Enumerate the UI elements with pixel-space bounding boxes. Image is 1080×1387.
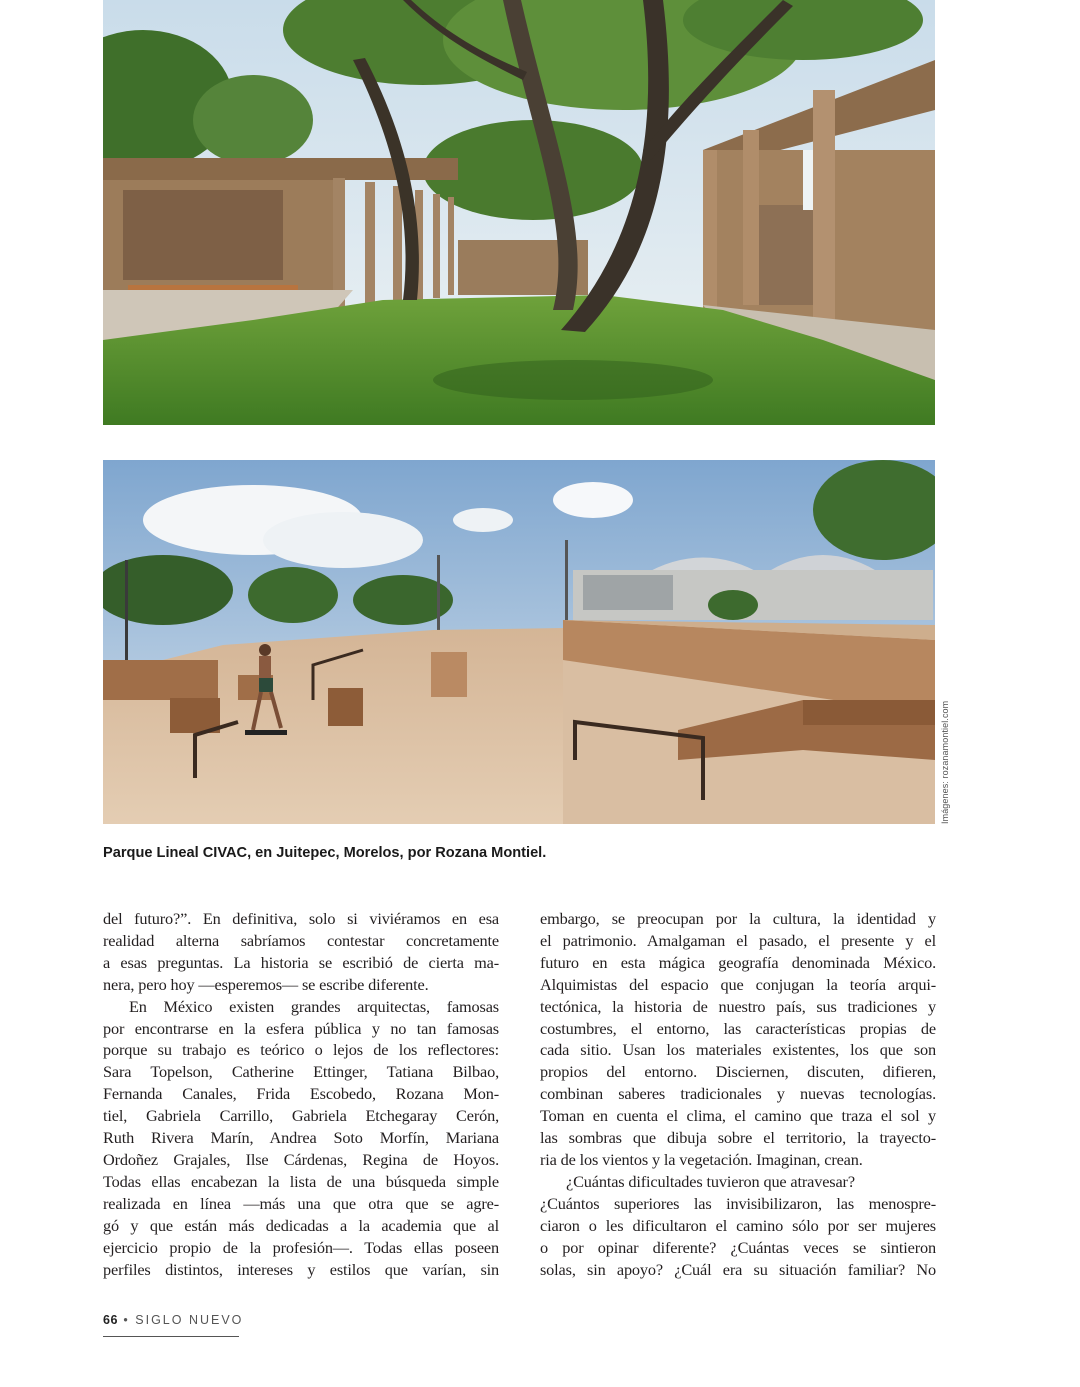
text-line: ¿Cuántas dificultades tuvieron que atravesar? <box>566 1171 855 1191</box>
photo-caption: Parque Lineal CIVAC, en Juitepec, Morelos, por Rozana Montiel. <box>103 845 547 861</box>
text-line: propios del entorno. Disciernen, discuten, difieren, <box>540 1062 936 1082</box>
text-line: realidad alterna sabríamos contestar concretamente <box>103 930 499 950</box>
photo-credit <box>938 690 952 824</box>
page-number: 66 <box>103 1313 118 1327</box>
publication-name: SIGLO NUEVO <box>135 1313 244 1327</box>
text-line: tiel, Gabriela Carrillo, Gabriela Etchegaray Cerón, <box>103 1106 499 1126</box>
text-line: cada sitio. Usan los materiales existentes, los que son <box>540 1040 936 1060</box>
article-column-right <box>540 908 936 1280</box>
pavilion-photo <box>103 0 935 425</box>
text-line: Alquimistas del espacio que conjugan la teoría arqui- <box>540 974 936 994</box>
text-line: Toman en cuenta el clima, el camino que traza el sol y <box>540 1106 936 1126</box>
text-line: ria de los vientos y la vegetación. Imaginan, crean. <box>540 1149 863 1169</box>
article-column-left <box>103 908 499 1280</box>
skatepark-photo-illustration <box>103 460 935 824</box>
text-line: ¿Cuántos superiores las invisibilizaron, las menospre- <box>540 1193 936 1213</box>
text-line: ejercicio propio de la profesión—. Todas ellas poseen <box>103 1237 499 1257</box>
text-line: embargo, se preocupan por la cultura, la identidad y <box>540 909 936 928</box>
photo-credit-text: Imágenes: rozanamontiel.com <box>940 700 950 824</box>
pavilion-photo-illustration <box>103 0 935 425</box>
text-line: perfiles distintos, intereses y estilos que varían, sin <box>103 1259 499 1279</box>
text-line: porque su trabajo es teórico o lejos de los reflectores: <box>103 1040 499 1060</box>
text-line: Ruth Rivera Marín, Andrea Soto Morfín, Mariana <box>103 1128 499 1148</box>
text-line: gó y que están más dedicadas a la academia que al <box>103 1215 499 1235</box>
text-line: las sombras que dibuja sobre el territorio, la trayecto- <box>540 1128 936 1148</box>
text-line: por encontrarse en la esfera pública y no tan famosas <box>103 1018 499 1038</box>
text-line: Todas ellas encabezan la lista de una búsqueda simple <box>103 1171 499 1191</box>
footer-rule <box>103 1336 239 1337</box>
text-line: solas, sin apoyo? ¿Cuál era su situación familiar? No <box>540 1259 936 1279</box>
text-line: del futuro?”. En definitiva, solo si viviéramos en esa <box>103 909 499 928</box>
text-line: costumbres, el entorno, las características propias de <box>540 1018 936 1038</box>
text-line: ciaron o les dificultaron el camino sólo por ser mujeres <box>540 1215 936 1235</box>
skatepark-photo <box>103 460 935 824</box>
page-footer <box>103 1313 243 1327</box>
text-line: Fernanda Canales, Frida Escobedo, Rozana Mon- <box>103 1084 499 1104</box>
text-line: Ordoñez Grajales, Ilse Cárdenas, Regina de Hoyos. <box>103 1149 499 1169</box>
text-line: combinan saberes tradicionales y nuevas tecnologías. <box>540 1084 936 1104</box>
text-line: a esas preguntas. La historia se escribió de cierta ma- <box>103 952 499 972</box>
text-line: nera, pero hoy —esperemos— se escribe diferente. <box>103 974 429 994</box>
text-line: o por opinar diferente? ¿Cuántas veces se sintieron <box>540 1237 936 1257</box>
footer-separator: • <box>123 1313 130 1327</box>
text-line: realizada en línea —más una que otra que se agre- <box>103 1193 499 1213</box>
text-line: En México existen grandes arquitectas, famosas <box>129 996 499 1016</box>
text-line: tectónica, la historia de nuestro país, sus tradiciones y <box>540 996 936 1016</box>
text-line: el patrimonio. Amalgaman el pasado, el presente y el <box>540 930 936 950</box>
text-line: futuro en esta mágica geografía denominada México. <box>540 952 936 972</box>
text-line: Sara Topelson, Catherine Ettinger, Tatiana Bilbao, <box>103 1062 499 1082</box>
